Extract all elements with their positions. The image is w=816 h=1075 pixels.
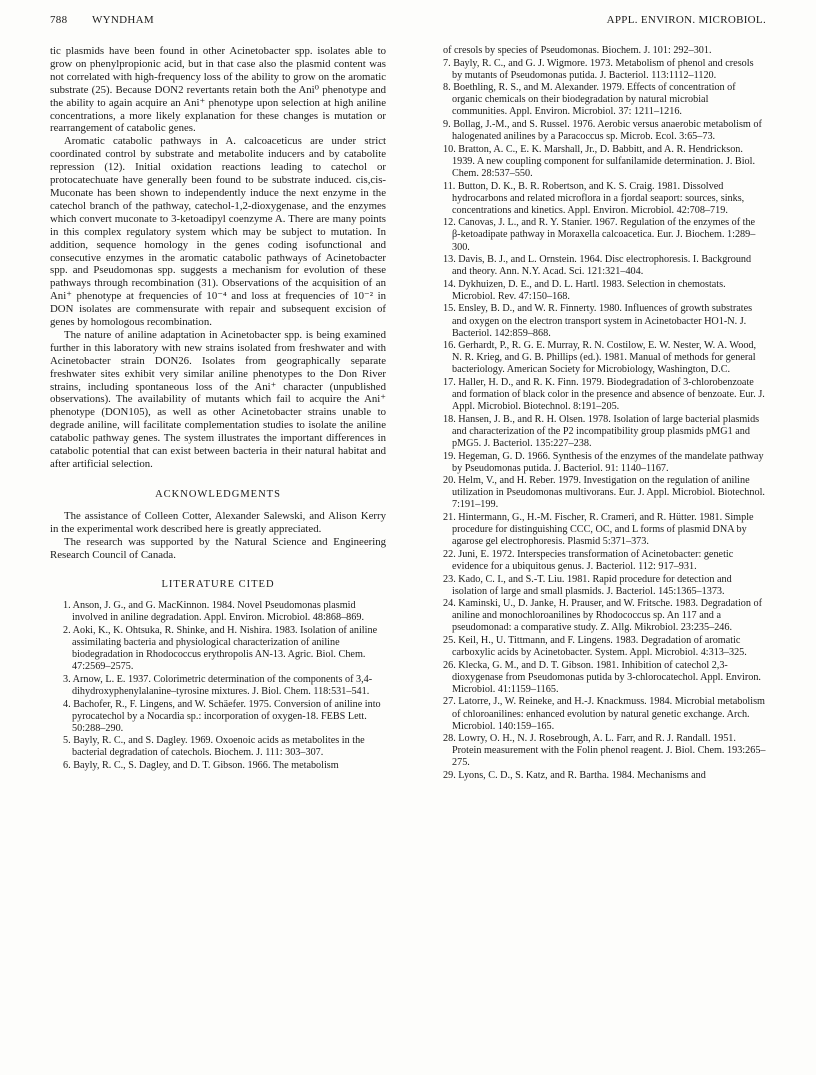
reference-entry <box>430 340 766 376</box>
ack-paragraph: The assistance of Colleen Cotter, Alexander Salewski, and Alison Kerry in the experimental work described here is greatly appreciated. <box>50 509 386 535</box>
running-author: WYNDHAM <box>92 14 154 26</box>
reference-text: Aoki, K., K. Ohtsuka, R. Shinke, and H. Nishira. 1983. Isolation of aniline assimilating bacteria and physiological characterization of aniline biodegradation in Rhodococcus erythropolis AN-13. Agric. Biol. Chem. 47:2569–2575. <box>72 625 378 673</box>
reference-text: Davis, B. J., and L. Ornstein. 1964. Disc electrophoresis. I. Background and theory. Ann. N.Y. Acad. Sci. 121:321–404. <box>452 254 752 278</box>
reference-text: Kado, C. I., and S.-T. Liu. 1981. Rapid procedure for detection and isolation of large and small plasmids. J. Bacteriol. 145:1365–1373. <box>452 573 732 597</box>
reference-entry <box>430 475 766 511</box>
reference-text: Button, D. K., B. R. Robertson, and K. S. Craig. 1981. Dissolved hydrocarbons and related microflora in a fjordal seaport: sources, sinks, concentrations and kinetics. Appl. Environ. Microbiol. 42:708–719. <box>452 180 745 216</box>
reference-entry <box>430 414 766 450</box>
reference-entry <box>430 303 766 339</box>
body-paragraph: The nature of aniline adaptation in Acinetobacter spp. is being examined further in this laboratory with new strains isolated from freshwater and with Acinetobacter strain DON26. Isolates from geographically separate freshwater sites exhibit very similar aniline phenotypes to the Don River strains, including spontaneous loss of the Ani⁺ character (unpublished observations). The availability of mutants which fail to acquire the Ani⁺ phenotype (DON105), as well as other Acinetobacter strains unable to degrade aniline, will facilitate complementation studies to isolate the aniline catabolic pathway genes. The system illustrates the important differences in catabolic potential that can exist between bacteria in their natural habitat and after artificial selection. <box>50 328 386 470</box>
reference-number: 11. <box>443 180 456 192</box>
reference-text: Anson, J. G., and G. MacKinnon. 1984. Novel Pseudomonas plasmid involved in aniline degradation. Appl. Environ. Microbiol. 48:868–869. <box>72 600 364 624</box>
reference-entry <box>430 512 766 548</box>
reference-text: Helm, V., and H. Reber. 1979. Investigation on the regulation of aniline utilization in Pseudomonas multivorans. Eur. J. Appl. Microbiol. Biotechnol. 7:191–199. <box>452 475 765 511</box>
reference-number: 4. <box>63 698 71 710</box>
reference-number: 15. <box>443 303 456 315</box>
reference-text: Lowry, O. H., N. J. Rosebrough, A. L. Farr, and R. J. Randall. 1951. Protein measurement with the Folin phenol reagent. J. Biol. Chem. 193:265–275. <box>452 733 766 769</box>
reference-number: 1. <box>63 600 71 612</box>
reference-number: 3. <box>63 673 71 685</box>
reference-entry <box>430 217 766 253</box>
reference-text: Bratton, A. C., E. K. Marshall, Jr., D. Babbitt, and A. R. Hendrickson. 1939. A new coupling component for sulfanilamide determination. J. Biol. Chem. 28:537–550. <box>452 143 756 179</box>
reference-number: 22. <box>443 548 456 560</box>
reference-entry <box>430 770 766 782</box>
reference-number: 24. <box>443 598 456 610</box>
reference-text: Bachofer, R., F. Lingens, and W. Schäefer. 1975. Conversion of aniline into pyrocatechol by a Nocardia sp.: incorporation of oxygen-18. FEBS Lett. 50:288–290. <box>72 698 381 734</box>
reference-entry <box>430 181 766 217</box>
reference-text: Kaminski, U., D. Janke, H. Prauser, and W. Fritsche. 1983. Degradation of aniline and monochloroanilines by Rhodococcus sp. An 117 and a pseudomonad: a comparative study. Z. Allg. Mikrobiol. 23:235–246. <box>452 598 763 634</box>
reference-entry <box>430 574 766 598</box>
reference-entry <box>430 144 766 180</box>
reference-number: 8. <box>443 82 451 94</box>
page-number: 788 <box>50 14 68 26</box>
journal-name: APPL. ENVIRON. MICROBIOL. <box>606 14 766 26</box>
reference-number: 19. <box>443 450 456 462</box>
reference-entry <box>430 82 766 118</box>
reference-text: Hintermann, G., H.-M. Fischer, R. Crameri, and R. Hütter. 1981. Simple procedure for distinguishing CCC, OC, and L forms of plasmid DNA by agarose gel electrophoresis. Plasmid 5:371–373. <box>452 512 754 548</box>
reference-text: of cresols by species of Pseudomonas. Biochem. J. 101: 292–301. <box>443 45 712 56</box>
reference-number: 25. <box>443 635 456 646</box>
reference-number: 5. <box>63 735 71 747</box>
reference-entry <box>50 625 386 673</box>
reference-text: Bayly, R. C., S. Dagley, and D. T. Gibson. 1966. The metabolism <box>73 760 339 772</box>
body-paragraph: tic plasmids have been found in other Acinetobacter spp. isolates able to grow on phenylpropionic acid, but in that case also the plasmid content was not correlated with high-frequency loss of the ability to grow on the aromatic substrate (25). Because DON2 revertants retain both the Ani⁰ phenotype and the ability to again acquire an Ani⁺ phenotype upon selection at high aniline concentrations, a more likely explanation for these changes is mutation or rearrangement of catabolic genes. <box>50 45 386 135</box>
reference-text: Ensley, B. D., and W. R. Finnerty. 1980. Influences of growth substrates and oxygen on the electron transport system in Acinetobacter HO1-N. J. Bacteriol. 142:859–868. <box>452 303 753 339</box>
reference-text: Klecka, G. M., and D. T. Gibson. 1981. Inhibition of catechol 2,3-dioxygenase from Pseudomonas putida by 3-chlorocatechol. Appl. Environ. Microbiol. 41:1159–1165. <box>452 659 761 695</box>
reference-entry <box>430 45 766 57</box>
reference-text: Canovas, J. L., and R. Y. Stanier. 1967. Regulation of the enzymes of the β-ketoadipate pathway in Moraxella calcoacetica. Eur. J. Biochem. 1:289–300. <box>452 217 756 253</box>
reference-number: 20. <box>443 475 456 487</box>
reference-number: 21. <box>443 512 456 524</box>
reference-number: 13. <box>443 254 456 266</box>
reference-text: Bayly, R. C., and G. J. Wigmore. 1973. Metabolism of phenol and cresols by mutants of Pseudomonas putida. J. Bacteriol. 113:1112–1120. <box>452 57 754 81</box>
body-paragraph: Aromatic catabolic pathways in A. calcoaceticus are under strict coordinated control by substrate and metabolite inducers and by catabolite repression (12). Initial oxidation reactions leading to catechol or protocatechuate have generally been found to be substrate induced. cis,cis-Muconate has been shown to independently induce the next enzyme in the catechol branch of the pathway, catechol-1,2-dioxygenase, and the enzymes which convert muconate to 3-ketoadipyl coenzyme A. There are many points in this complex regulatory system which may be subject to mutation. In addition, sequence homology in the genes coding isofunctional and consecutive enzymes in the aromatic catabolic pathways of Acinetobacter spp. and Pseudomonas spp. suggests a mechanism for evolution of these pathways through recombination (31). Observations of the acquisition of an Ani⁺ phenotype at frequencies of 10⁻⁴ and loss at frequencies of 10⁻² in DON isolates are commensurate with repair and subsequent excision of genes by homologous recombination. <box>50 135 386 329</box>
running-header <box>50 14 766 34</box>
reference-text: Hegeman, G. D. 1966. Synthesis of the enzymes of the mandelate pathway by Pseudomonas putida. J. Bacteriol. 91: 1140–1167. <box>452 450 764 474</box>
reference-number: 16. <box>443 340 456 352</box>
reference-entry <box>430 549 766 573</box>
reference-number: 12. <box>443 217 456 229</box>
reference-entry <box>50 674 386 698</box>
reference-entry <box>430 58 766 82</box>
reference-text: Keil, H., U. Tittmann, and F. Lingens. 1983. Degradation of aromatic carboxylic acids by Acinetobacter. System. Appl. Microbiol. 4:313–325. <box>452 635 747 659</box>
reference-number: 2. <box>63 625 71 637</box>
reference-entry <box>50 735 386 759</box>
left-column <box>50 45 386 773</box>
reference-text: Haller, H. D., and R. K. Finn. 1979. Biodegradation of 3-chlorobenzoate and formation of black color in the presence and absence of benzoate. Eur. J. Appl. Microbiol. Biotechnol. 8:191–205. <box>452 377 765 413</box>
reference-number: 14. <box>443 278 456 290</box>
right-column <box>430 45 766 783</box>
reference-text: Gerhardt, P., R. G. E. Murray, R. N. Costilow, E. W. Nester, W. A. Wood, N. R. Krieg, and G. B. Phillips (ed.). 1981. Manual of methods for general bacteriology. American Society for Microbiology, Washington, D.C. <box>452 340 757 376</box>
reference-text: Boethling, R. S., and M. Alexander. 1979. Effects of concentration of organic chemicals on their biodegradation by natural microbial communities. Appl. Environ. Microbiol. 37: 1211–1216. <box>452 82 736 118</box>
reference-number: 18. <box>443 413 456 425</box>
reference-number: 23. <box>443 573 456 585</box>
reference-entry <box>430 377 766 413</box>
reference-number: 29. <box>443 770 456 782</box>
reference-entry <box>430 635 766 659</box>
reference-number: 7. <box>443 57 451 69</box>
reference-number: 17. <box>443 377 456 389</box>
reference-entry <box>50 760 386 772</box>
reference-entry <box>430 660 766 696</box>
reference-text: Dykhuizen, D. E., and D. L. Hartl. 1983. Selection in chemostats. Microbiol. Rev. 47:150–168. <box>452 278 726 302</box>
reference-text: Hansen, J. B., and R. H. Olsen. 1978. Isolation of large bacterial plasmids and characterization of the P2 incompatibility group plasmids pMG1 and pMG5. J. Bacteriol. 135:227–238. <box>452 413 760 449</box>
reference-text: Latorre, J., W. Reineke, and H.-J. Knackmuss. 1984. Microbial metabolism of chloroanilines: enhanced evolution by natural genetic exchange. Arch. Microbiol. 140:159–165. <box>452 696 765 732</box>
acknowledgments-heading: ACKNOWLEDGMENTS <box>155 488 281 500</box>
reference-entry <box>430 451 766 475</box>
literature-cited-heading: LITERATURE CITED <box>161 579 275 591</box>
reference-text: Bollag, J.-M., and S. Russel. 1976. Aerobic versus anaerobic metabolism of halogenated anilines by a Paracoccus sp. Microb. Ecol. 3:65–73. <box>452 119 762 143</box>
reference-text: Lyons, C. D., S. Katz, and R. Bartha. 1984. Mechanisms and <box>458 770 706 782</box>
reference-list <box>430 45 766 782</box>
reference-entry <box>430 119 766 143</box>
reference-entry <box>430 733 766 769</box>
reference-number: 28. <box>443 733 456 745</box>
reference-text: Bayly, R. C., and S. Dagley. 1969. Oxoenoic acids as metabolites in the bacterial degradation of catechols. Biochem. J. 111: 303–307. <box>72 735 365 759</box>
reference-entry <box>430 279 766 303</box>
reference-number: 26. <box>443 659 456 671</box>
reference-number: 27. <box>443 696 456 708</box>
reference-entry <box>50 699 386 735</box>
reference-number: 6. <box>63 760 71 772</box>
reference-entry <box>430 598 766 634</box>
reference-entry <box>430 696 766 732</box>
reference-text: Juni, E. 1972. Interspecies transformation of Acinetobacter: genetic evidence for a ubiquitous genus. J. Bacteriol. 112: 917–931. <box>452 548 734 572</box>
reference-number: 9. <box>443 119 451 131</box>
reference-list <box>50 600 386 772</box>
reference-number: 10. <box>443 143 456 155</box>
ack-paragraph: The research was supported by the Natural Science and Engineering Research Council of Canada. <box>50 535 386 561</box>
reference-text: Arnow, L. E. 1937. Colorimetric determination of the components of 3,4-dihydroxyphenylalanine–tyrosine mixtures. J. Biol. Chem. 118:531–541. <box>72 673 373 697</box>
reference-entry <box>430 254 766 278</box>
reference-entry <box>50 600 386 624</box>
